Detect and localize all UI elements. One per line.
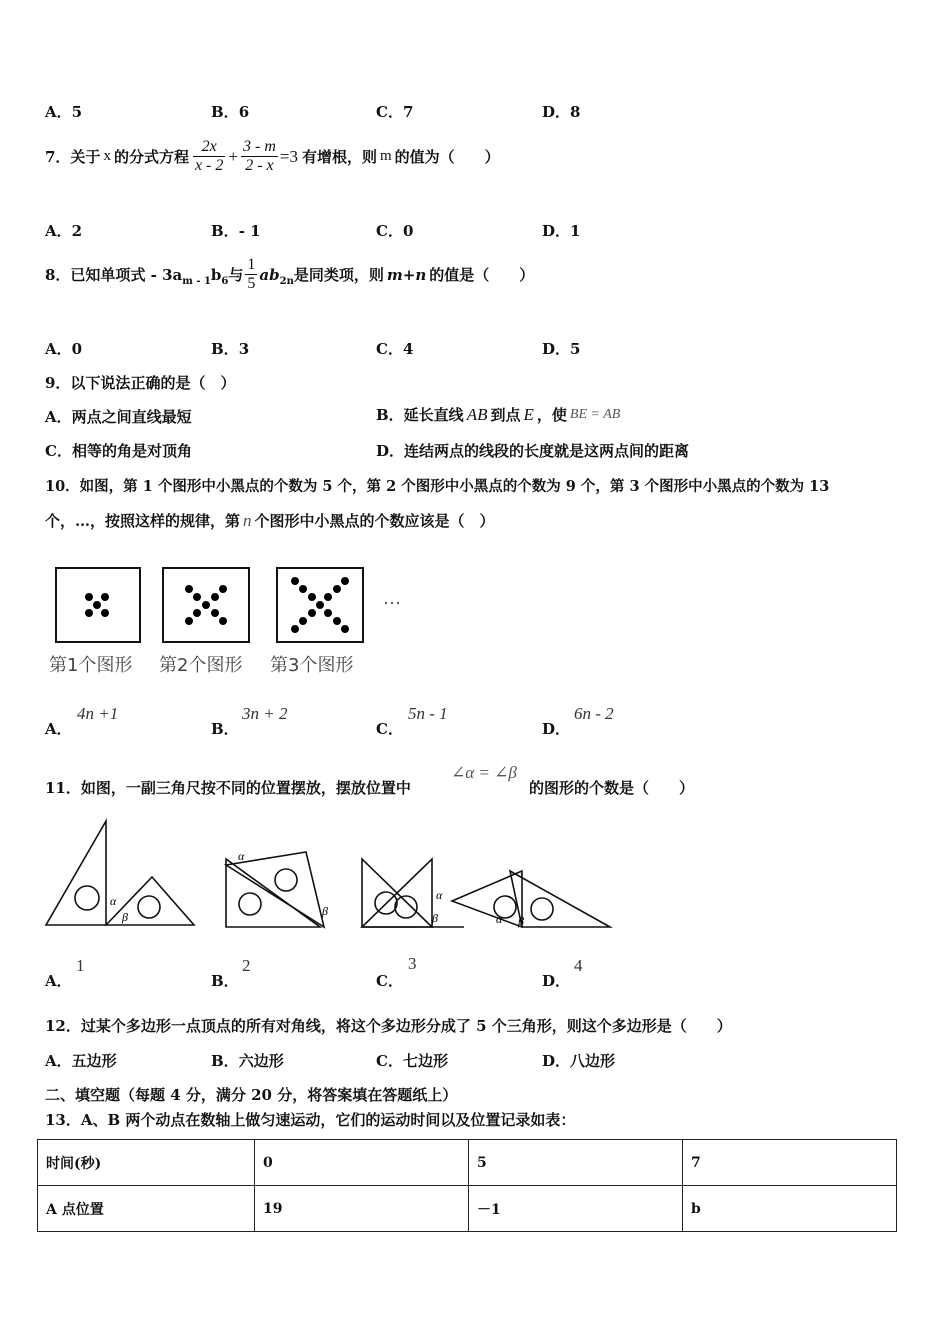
q11-figure-4: [452, 871, 610, 927]
q11-figure-3: [362, 859, 464, 927]
q10-option-b[interactable]: B．: [211, 720, 239, 738]
dot: [101, 593, 109, 601]
dot: [291, 625, 299, 633]
q11-stem-pre: 11．如图，一副三角尺按不同的位置摆放，摆放位置中: [45, 779, 411, 797]
dot: [333, 617, 341, 625]
table-cell: 0: [255, 1140, 469, 1186]
q10-option-a[interactable]: A．: [45, 720, 72, 738]
dot: [299, 617, 307, 625]
set-square-30: [226, 852, 324, 927]
set-square-hole: [395, 896, 417, 918]
q9-option-a[interactable]: A．两点之间直线最短: [45, 408, 192, 426]
dot: [219, 617, 227, 625]
q8-option-d[interactable]: D．5: [542, 340, 581, 358]
q6-option-d[interactable]: D．8: [542, 103, 581, 121]
q10-figure-2: [163, 568, 249, 642]
dot: [193, 593, 201, 601]
beta-label: β: [322, 904, 328, 918]
q8-stem: 8．已知单项式 - 3a $_{m - 1}$ b $_6$ 与 $\frac{1}{5}$ ab $_{2n}$ 是同类项，则 m+n 的值是（ ）: [45, 256, 535, 292]
q7-option-b[interactable]: B．- 1: [211, 222, 261, 240]
q10-option-b-value: 3n + 2: [242, 704, 288, 723]
q11-triangle-figures: [40, 815, 620, 940]
q11-figure-1: [46, 821, 194, 925]
q10-stem-line2: 个，…，按照这样的规律，第 n 个图形中小黑点的个数应该是（ ）: [45, 510, 495, 530]
q10-figure-1: [56, 568, 140, 642]
q7-option-d[interactable]: D．1: [542, 222, 581, 240]
dot: [185, 585, 193, 593]
q9-option-c[interactable]: C．相等的角是对顶角: [45, 442, 192, 460]
dot: [93, 601, 101, 609]
dot: [308, 609, 316, 617]
alpha-label: α: [496, 912, 503, 926]
q12-option-d[interactable]: D．八边形: [542, 1052, 616, 1070]
table-row: [38, 1140, 897, 1186]
q6-option-a[interactable]: A．5: [45, 103, 83, 121]
q10-option-d[interactable]: D．: [542, 720, 571, 738]
dot: [101, 609, 109, 617]
table-cell: 5: [469, 1140, 683, 1186]
dot: [341, 577, 349, 585]
beta-label: β: [432, 911, 438, 925]
dot: [193, 609, 201, 617]
q8-option-b[interactable]: B．3: [211, 340, 250, 358]
q12-option-a[interactable]: A．五边形: [45, 1052, 117, 1070]
dot: [85, 609, 93, 617]
alpha-label: α: [436, 888, 443, 902]
q11-option-b-value: 2: [242, 956, 251, 975]
alpha-label: α: [110, 894, 117, 908]
set-square-hole: [531, 898, 553, 920]
table-cell: 19: [255, 1186, 469, 1232]
table-row: [38, 1186, 897, 1232]
q11-figure-2: [226, 852, 324, 927]
q10-option-a-value: 4n +1: [77, 704, 119, 723]
set-square-hole: [138, 896, 160, 918]
set-square-45: [510, 871, 610, 927]
beta-label: β: [518, 914, 524, 928]
q7-stem: 7．关于 x 的分式方程 $\frac{2x}{x - 2}$ + $\frac{3 - m}{2 - x}$ =3 有增根，则 m 的值为（ ）: [45, 138, 500, 174]
q11-option-d-value: 4: [574, 956, 583, 975]
dot: [211, 593, 219, 601]
dot: [85, 593, 93, 601]
table-cell: －1: [469, 1186, 683, 1232]
q6-option-b[interactable]: B．6: [211, 103, 250, 121]
q11-option-d[interactable]: D．: [542, 972, 571, 990]
dot: [185, 617, 193, 625]
dot: [219, 585, 227, 593]
q12-option-b[interactable]: B．六边形: [211, 1052, 284, 1070]
q6-option-c[interactable]: C．7: [376, 103, 414, 121]
q11-option-a[interactable]: A．: [45, 972, 72, 990]
q12-option-c[interactable]: C．七边形: [376, 1052, 448, 1070]
q10-figure-1-label: 第1个图形: [49, 655, 133, 676]
q8-fraction: $\frac{1}{5}$: [247, 256, 256, 292]
table-cell: b: [683, 1186, 897, 1232]
q9-option-d[interactable]: D．连结两点的线段的长度就是这两点间的距离: [376, 442, 690, 460]
q10-option-c[interactable]: C．: [376, 720, 403, 738]
set-square-hole: [75, 886, 99, 910]
q10-figure-3-label: 第3个图形: [270, 655, 354, 676]
q11-stem-post: 的图形的个数是（ ）: [529, 779, 695, 797]
q11-option-a-value: 1: [76, 956, 85, 975]
dot: [333, 585, 341, 593]
q9-stem: 9．以下说法正确的是（ ）: [45, 374, 236, 392]
q10-figure-2-label: 第2个图形: [159, 655, 243, 676]
dot: [299, 585, 307, 593]
dot: [324, 609, 332, 617]
dot: [308, 593, 316, 601]
dot: [202, 601, 210, 609]
set-square-30: [46, 821, 106, 925]
q10-option-c-value: 5n - 1: [408, 704, 448, 723]
set-square-hole: [239, 893, 261, 915]
q11-option-c[interactable]: C．: [376, 972, 403, 990]
q8-option-c[interactable]: C．4: [376, 340, 414, 358]
dot: [211, 609, 219, 617]
dot: [341, 625, 349, 633]
q7-fraction-1: $\frac{2x}{x - 2}$: [194, 138, 224, 174]
table-cell: 时间(秒): [38, 1140, 255, 1186]
dot: [324, 593, 332, 601]
alpha-label: α: [238, 849, 245, 863]
q11-condition: ∠α = ∠β: [451, 763, 517, 782]
q11-option-b[interactable]: B．: [211, 972, 239, 990]
q9-option-b[interactable]: B．延长直线 AB 到点 E ，使 BE = AB: [376, 404, 621, 424]
q10-stem-line1: 10．如图，第 1 个图形中小黑点的个数为 5 个，第 2 个图形中小黑点的个数为 9 个，第 3 个图形中小黑点的个数为 13: [45, 478, 830, 495]
q7-option-a[interactable]: A．2: [45, 222, 83, 240]
q11-option-c-value: 3: [408, 954, 417, 973]
beta-label: β: [122, 910, 128, 924]
q10-figure-3: [277, 568, 363, 642]
q13-stem: 13．A、B 两个动点在数轴上做匀速运动，它们的运动时间以及位置记录如表：: [45, 1111, 576, 1129]
table-cell: 7: [683, 1140, 897, 1186]
section-2-title: 二、填空题（每题 4 分，满分 20 分，将答案填在答题纸上）: [45, 1086, 458, 1104]
dot: [291, 577, 299, 585]
q7-option-c[interactable]: C．0: [376, 222, 414, 240]
table-cell: A 点位置: [38, 1186, 255, 1232]
q7-fraction-2: $\frac{3 - m}{2 - x}$: [242, 138, 276, 174]
q13-record-table: [37, 1139, 897, 1232]
q12-stem: 12．过某个多边形一点顶点的所有对角线，将这个多边形分成了 5 个三角形，则这个多边形是（ ）: [45, 1017, 732, 1035]
q8-option-a[interactable]: A．0: [45, 340, 83, 358]
dot: [316, 601, 324, 609]
q10-ellipsis: …: [383, 588, 401, 609]
q10-option-d-value: 6n - 2: [574, 704, 614, 723]
set-square-hole: [275, 869, 297, 891]
set-square-45: [226, 859, 320, 927]
